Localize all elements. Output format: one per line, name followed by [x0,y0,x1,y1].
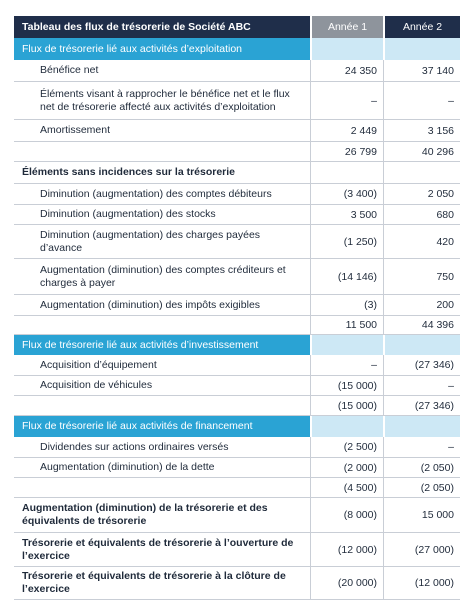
value-year-2: (12 000) [383,567,460,599]
value-year-2: 2 050 [383,184,460,204]
value-year-1: (15 000) [310,396,383,415]
section-label: Éléments sans incidences sur la trésorerie [22,166,236,178]
value-year-1: (20 000) [310,567,383,599]
row-label [14,396,310,415]
value-year-2: – [383,376,460,395]
row-label: Augmentation (diminution) des impôts exigibles [40,298,261,311]
value-year-2: 3 156 [383,120,460,141]
column-header-year-1: Année 1 [310,16,383,38]
value-year-2: 200 [383,295,460,315]
section-header-non-cash [14,162,460,184]
section-label: Flux de trésorerie lié aux activités de financement [22,420,253,432]
value-year-1: 24 350 [310,60,383,81]
section-label: Flux de trésorerie lié aux activités d’investissement [22,338,259,351]
row-label: Amortissement [40,124,111,136]
section-header-investing [14,335,460,355]
table-row [14,376,460,396]
value-year-1: (1 250) [310,225,383,258]
summary-row-net-change [14,498,460,533]
row-label [14,142,310,161]
value-year-1: 26 799 [310,142,383,161]
value-year-2: (2 050) [383,458,460,477]
value-year-1: (4 500) [310,478,383,497]
cash-flow-table [14,16,460,600]
table-row [14,295,460,316]
value-year-1: (3 400) [310,184,383,204]
value-year-2: (2 050) [383,478,460,497]
value-year-2: (27 000) [383,533,460,566]
value-year-1: (2 500) [310,437,383,457]
value-year-2: 37 140 [383,60,460,81]
table-row [14,259,460,295]
row-label: Dividendes sur actions ordinaires versés [40,440,229,453]
row-label: Éléments visant à rapprocher le bénéfice net et le flux net de trésorerie affecté aux activités d’exploitation [40,87,290,113]
value-year-2: 420 [383,225,460,258]
row-label: Diminution (augmentation) des stocks [40,208,216,220]
row-label: Trésorerie et équivalents de trésorerie à la clôture de l’exercice [22,570,286,595]
value-year-1: – [310,355,383,375]
subtotal-row [14,396,460,416]
table-row [14,458,460,478]
value-year-1: (14 146) [310,259,383,294]
column-header-year-2: Année 2 [383,16,460,38]
summary-row-closing [14,567,460,600]
value-year-1: – [310,82,383,119]
value-year-2: – [383,437,460,457]
value-year-1: (12 000) [310,533,383,566]
table-row [14,82,460,120]
value-year-1: 11 500 [310,316,383,334]
table-row [14,225,460,259]
value-year-2: (27 346) [383,396,460,415]
row-label: Augmentation (diminution) de la trésorerie et des équivalents de trésorerie [22,502,268,527]
row-label [14,316,310,334]
table-row [14,120,460,142]
subtotal-row [14,316,460,335]
row-label: Acquisition de véhicules [40,379,153,391]
summary-row-opening [14,533,460,567]
section-label: Flux de trésorerie lié aux activités d’exploitation [22,42,243,55]
table-row [14,355,460,376]
row-label: Diminution (augmentation) des comptes débiteurs [40,187,272,200]
value-year-2: 40 296 [383,142,460,161]
value-year-2: 44 396 [383,316,460,334]
value-year-1: 2 449 [310,120,383,141]
section-header-operating [14,38,460,60]
row-label: Augmentation (diminution) de la dette [40,461,215,473]
value-year-1: (8 000) [310,498,383,532]
table-header [14,16,460,38]
row-label: Trésorerie et équivalents de trésorerie à l’ouverture de l’exercice [22,536,294,562]
table-row [14,437,460,458]
subtotal-row [14,142,460,162]
row-label: Acquisition d’équipement [40,358,157,371]
value-year-2: 750 [383,259,460,294]
table-row [14,60,460,82]
row-label [14,478,310,497]
value-year-2: (27 346) [383,355,460,375]
value-year-1: (3) [310,295,383,315]
value-year-2: 15 000 [383,498,460,532]
row-label: Bénéfice net [40,64,99,76]
row-label: Augmentation (diminution) des comptes créditeurs et charges à payer [40,263,286,289]
table-title: Tableau des flux de trésorerie de Société ABC [22,20,251,33]
section-header-financing [14,416,460,437]
row-label: Diminution (augmentation) des charges payées d’avance [40,228,261,254]
value-year-1: 3 500 [310,205,383,224]
value-year-1: (2 000) [310,458,383,477]
table-row [14,184,460,205]
value-year-2: – [383,82,460,119]
table-row [14,205,460,225]
value-year-2: 680 [383,205,460,224]
value-year-1: (15 000) [310,376,383,395]
subtotal-row [14,478,460,498]
